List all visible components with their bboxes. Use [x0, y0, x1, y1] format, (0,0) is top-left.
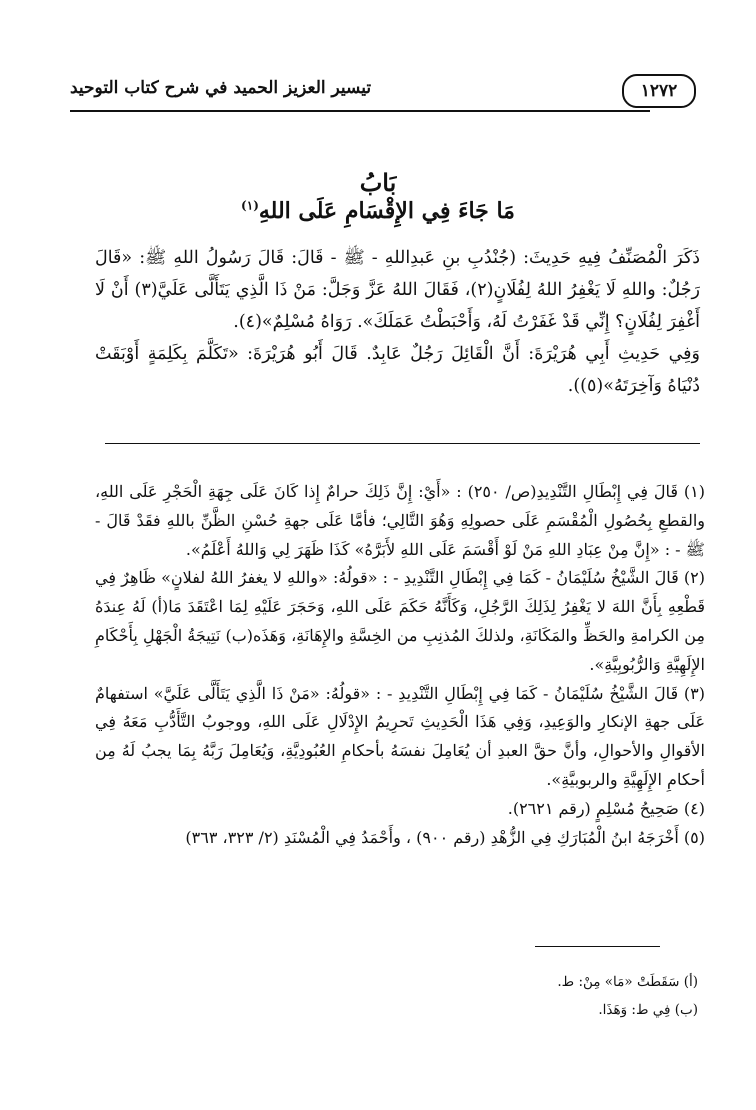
footnote-5: (٥) أَخْرَجَهُ ابنُ الْمُبَارَكِ فِي الزُّهْدِ (رقم ٩٠٠) ، وأَحْمَدُ فِي الْمُسْنَدِ (٢/ ٣٢٣، ٣٦٣): [185, 827, 705, 847]
running-header: [70, 78, 678, 106]
chapter-subtitle: [0, 198, 756, 224]
book-title: تيسير العزيز الحميد في شرح كتاب التوحيد: [70, 78, 372, 98]
main-text: [95, 242, 700, 402]
variant-note-a: (أ) سَقَطَتْ «مَا» مِنْ: ط.: [557, 974, 698, 990]
chapter-heading: بَابُ: [359, 168, 397, 197]
chapter-subtitle-text: مَا جَاءَ فِي الإِقْسَامِ عَلَى اللهِ: [258, 198, 515, 224]
header-divider: [70, 110, 650, 112]
main-paragraph: ذَكَرَ الْمُصَنِّفُ فِيهِ حَدِيثَ: (جُنْدُبِ بنِ عَبدِاللهِ - ﷺ - قَالَ: قَالَ رَسُولُ اللهِ ﷺ: «قَالَ رَجُلٌ: واللهِ لَا يَغْفِرُ اللهُ لِفُلَانٍ(٢)، فَقَالَ اللهُ عَزَّ وَجَلَّ: مَنْ ذَا الَّذِي يَتَأَلَّى عَلَيَّ(٣) أَنْ لَا أَغْفِرَ لِفُلَانٍ؟ إِنِّي قَدْ غَفَرْتُ لَهُ، وَأَحْبَطْتُ عَمَلَكَ». رَوَاهُ مُسْلِمٌ»(٤).: [95, 248, 701, 332]
page-number: ١٢٧٢: [622, 74, 696, 108]
sub-footnote-divider: [535, 946, 660, 947]
chapter-note-ref: (١): [241, 198, 259, 213]
variant-notes: [380, 968, 698, 1024]
main-paragraph: وَفِي حَدِيثِ أَبِي هُرَيْرَةَ: أَنَّ الْقَائِلَ رَجُلٌ عَابِدٌ. قَالَ أَبُو هُرَيْرَةَ: «تَكَلَّمَ بِكَلِمَةٍ أَوْبَقَتْ دُنْيَاهُ وَآخِرَتَهُ»(٥)).: [95, 344, 700, 396]
footnotes: [95, 478, 705, 852]
footnote-divider: [105, 443, 700, 444]
footnote-3: (٣) قَالَ الشَّيْخُ سُلَيْمَانُ - كَمَا فِي إِبْطَالِ التَّنْدِيدِ - : «قولُهُ: «مَنْ ذَا الَّذِي يَتَأَلَّى عَلَيَّ» استفهامٌ عَلَى جهةِ الإنكارِ والوَعِيدِ، وَفِي هَذَا الْحَدِيثِ تَحرِيمُ الإِدْلَالِ عَلَى اللهِ، ووجوبُ التَّأَدُّبِ مَعَهُ فِي الأقوالِ والأحوالِ، وأنَّ حقَّ العبدِ أن يُعَامِلَ نفسَهُ بأحكامِ العُبُودِيَّةِ، وَيُعَامِلَ رَبَّهُ بِمَا يجبُ لَهُ مِن أحكامِ الإِلَهِيَّةِ والربوبيَّةِ».: [95, 683, 705, 789]
footnote-1: (١) قَالَ فِي إِبْطَالِ التَّنْدِيدِ(ص/ ٢٥٠) : «أَيْ: إِنَّ ذَلِكَ حرامٌ إِذا كَانَ عَلَى جِهَةِ الْحَجْرِ عَلَى اللهِ، والقطعِ بِحُصُولِ الْمُقْسَمِ عَلَى حصولِهِ وَهُوَ التَّالِي؛ فأمَّا عَلَى جهةِ حُسْنِ الظَّنِّ باللهِ فقَدْ قَالَ - ﷺ - : «إِنَّ مِنْ عِبَادِ اللهِ مَنْ لَوْ أَقْسَمَ عَلَى اللهِ لأَبَرَّهُ» كَذَا ظَهَرَ لِي وَاللهُ أَعْلَمُ».: [95, 482, 706, 559]
variant-note-b: (ب) فِي ط: وَهَذَا.: [598, 1002, 698, 1018]
footnote-2: (٢) قَالَ الشَّيْخُ سُلَيْمَانُ - كَمَا فِي إِبْطَالِ التَّنْدِيدِ - : «قولُهُ: «واللهِ لا يغفرُ اللهُ لفلانٍ» ظَاهِرٌ فِي قَطْعِهِ بِأَنَّ اللهَ لا يَغْفِرُ لِذَلِكَ الرَّجُلِ، وَكَأَنَّهُ حَكَمَ عَلَى اللهِ، وَحَجَرَ عَلَيْهِ لِمَا اعْتَقَدَ مَا(أ) لَهُ عِندَهُ مِن الكرامةِ والحَظِّ والمَكَانَةِ، ولذلكَ المُذنِبِ من الخِسَّةِ والإِهَانَةِ، وَهَذَه(ب) نَتِيجَةُ الْجَهْلِ بِأَحْكَامِ الإِلَهِيَّةِ وَالرُّبُوبِيَّةِ».: [95, 568, 705, 674]
footnote-4: (٤) صَحِيحُ مُسْلِمٍ (رقم ٢٦٢١).: [507, 798, 705, 818]
